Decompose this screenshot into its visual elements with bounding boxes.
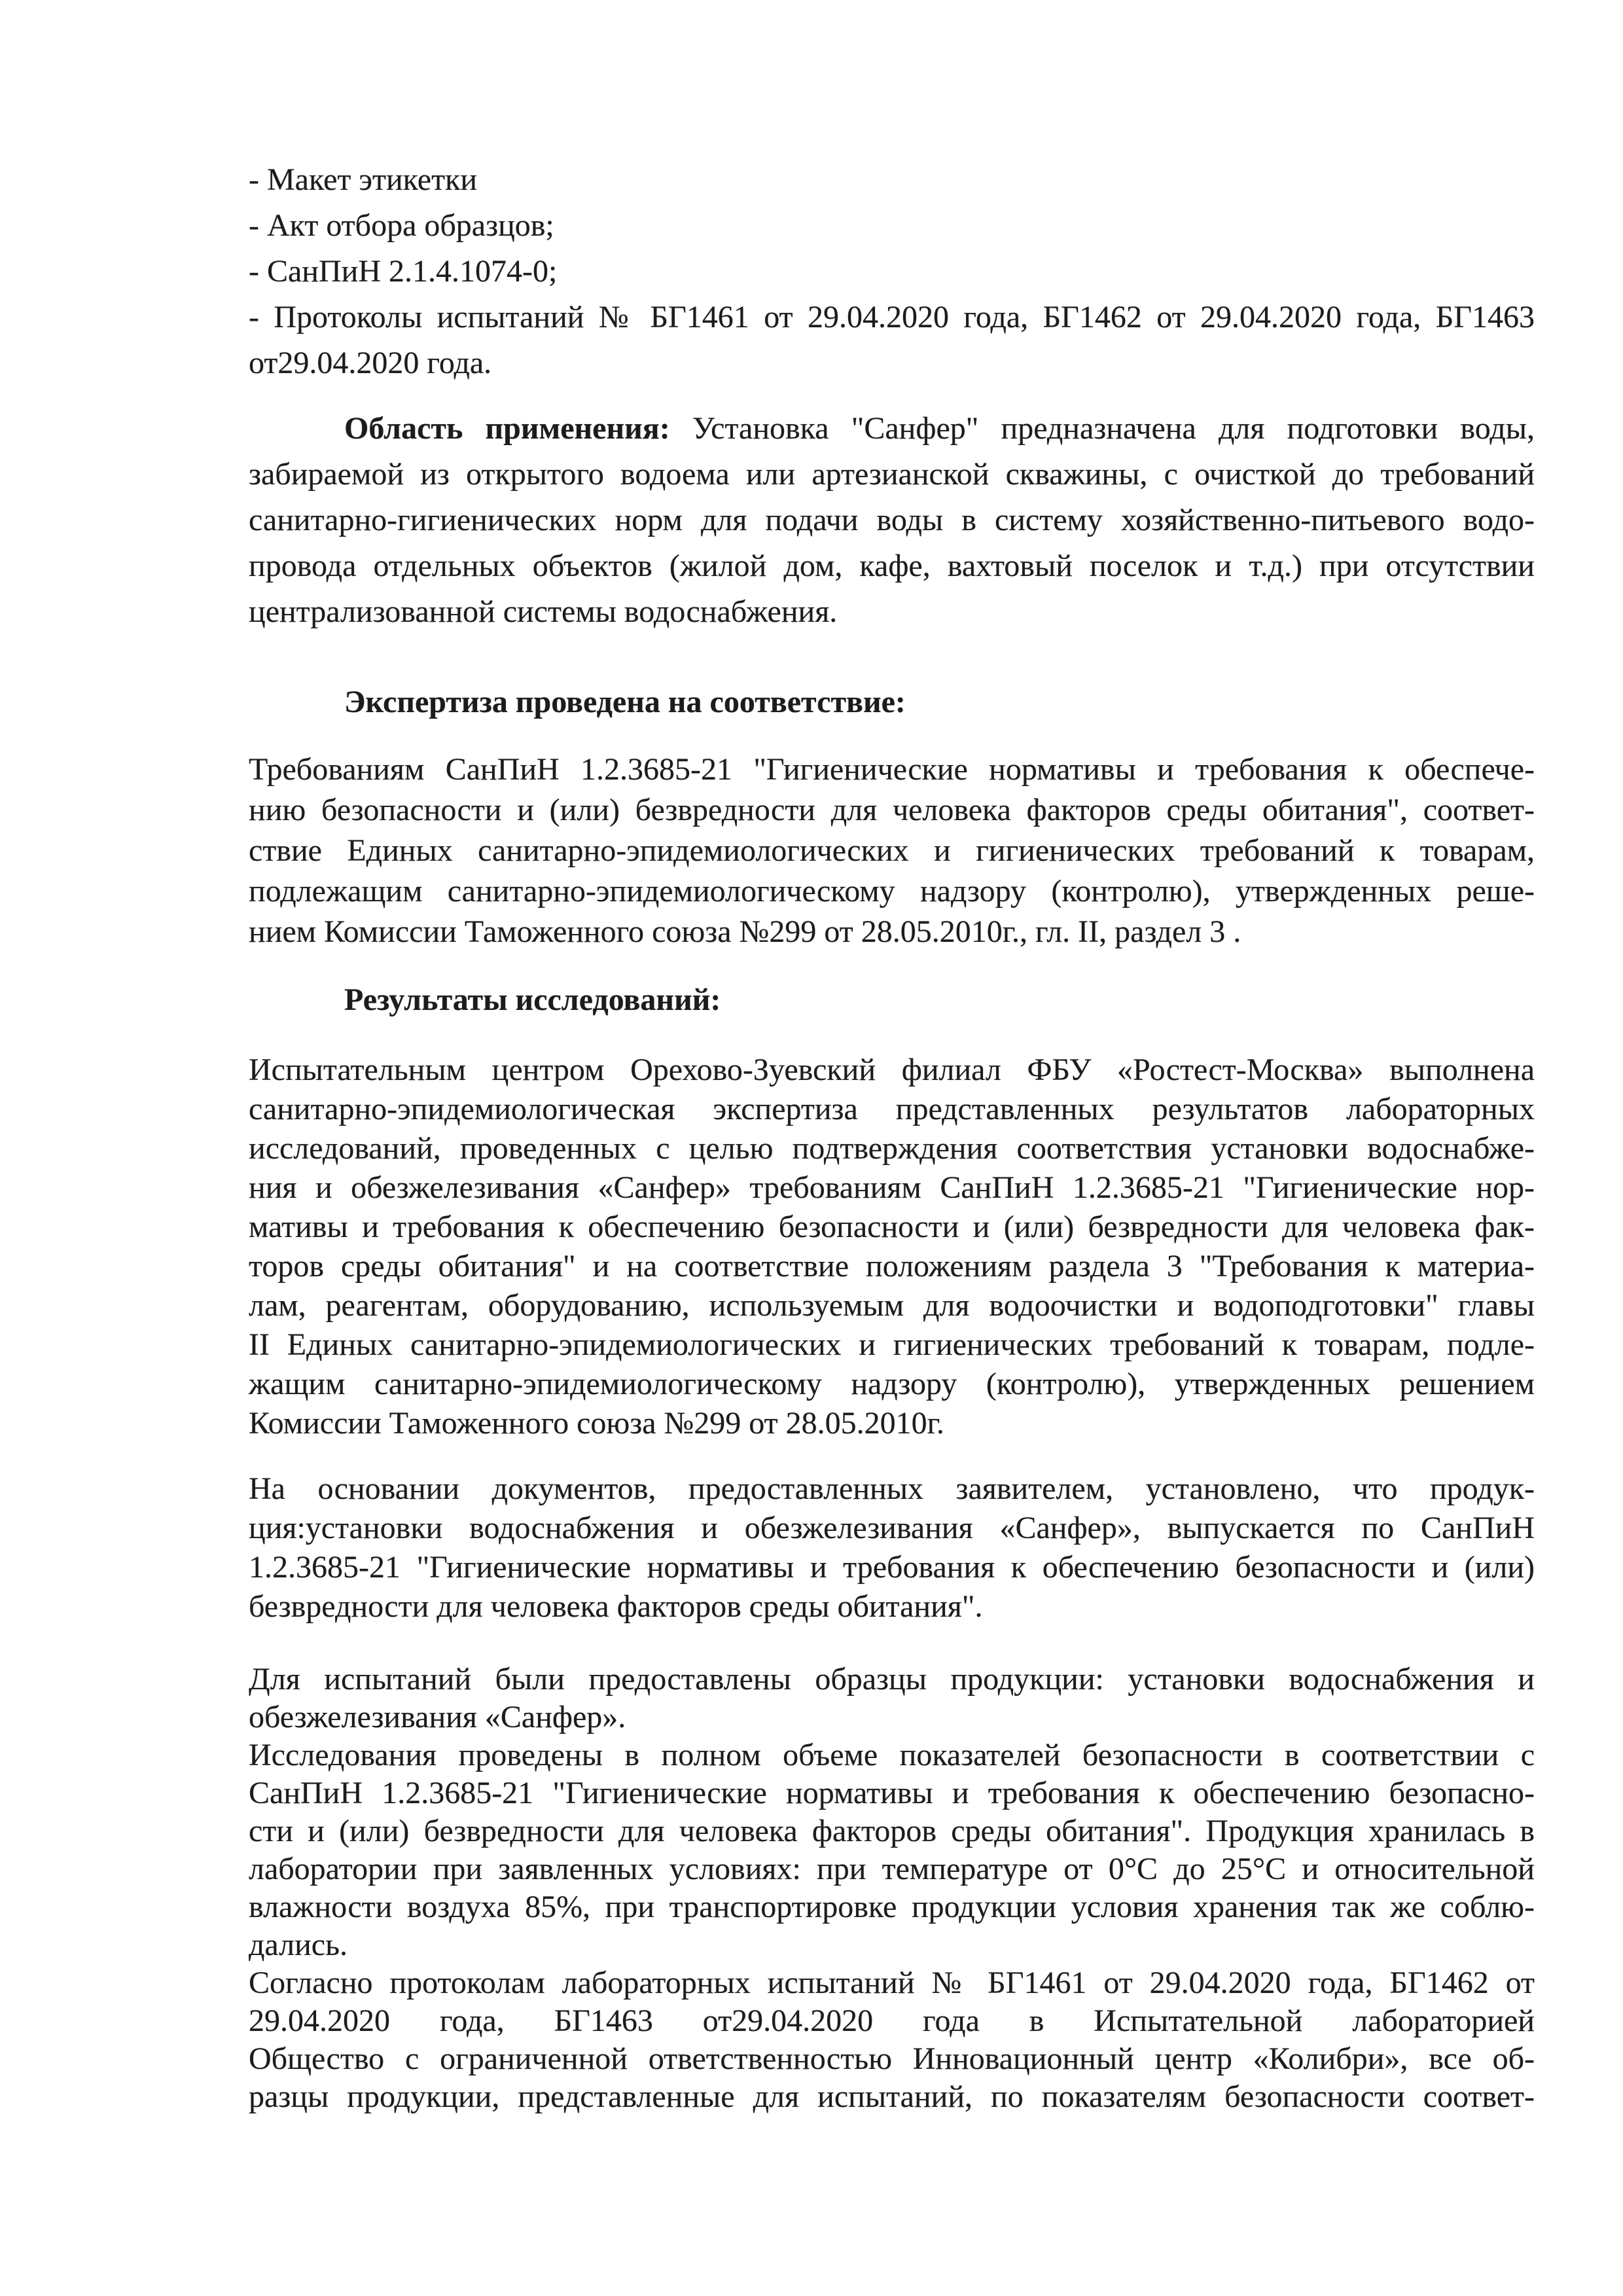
text-line: СанПиН 1.2.3685-21 "Гигиенические нормативы и требования к обеспечению безопасно- [249, 1776, 1535, 1810]
text-line: Согласно протоколам лабораторных испытаний № БГ1461 от 29.04.2020 года, БГ1462 от [249, 1965, 1535, 2000]
text-line: Испытательным центром Орехово-Зуевский филиал ФБУ «Ростест-Москва» выполнена [249, 1052, 1535, 1087]
paragraph-product-basis [249, 1469, 1535, 1626]
text-line: жащим санитарно-эпидемиологическому надзору (контролю), утвержденных решением [249, 1367, 1535, 1401]
text-line: санитарно-эпидемиологическая экспертиза представленных результатов лабораторных [249, 1092, 1535, 1126]
section-heading-expertise: Экспертиза проведена на соответствие: [344, 685, 906, 719]
text-line: санитарно-гигиенических норм для подачи воды в систему хозяйственно-питьевого водо- [249, 503, 1535, 537]
list-item-continuation: от29.04.2020 года. [249, 346, 492, 380]
text-line: Общество с ограниченной ответственностью Инновационный центр «Колибри», все об- [249, 2041, 1535, 2076]
text-line: 29.04.2020 года, БГ1463 от29.04.2020 года в Испытательной лабораторией [249, 2003, 1535, 2038]
text-line: ция:установки водоснабжения и обезжелезивания «Санфер», выпускается по СанПиН [249, 1511, 1535, 1545]
section-heading-results: Результаты исследований: [344, 982, 721, 1017]
text-line: забираемой из открытого водоема или артезианской скважины, с очисткой до требований [249, 457, 1535, 492]
list-item: - Акт отбора образцов; [249, 208, 554, 243]
text-line: На основании документов, предоставленных заявителем, установлено, что продук- [249, 1471, 1535, 1506]
paragraph-expertise-compliance [249, 749, 1535, 952]
text-line: Исследования проведены в полном объеме показателей безопасности в соответствии с [249, 1738, 1535, 1772]
text-line: дались. [249, 1928, 348, 1962]
text-line: разцы продукции, представленные для испытаний, по показателям безопасности соответ- [249, 2079, 1535, 2114]
paragraph-test-samples [249, 1660, 1535, 1736]
text-line: подлежащим санитарно-эпидемиологическому надзору (контролю), утвержденных реше- [249, 874, 1535, 908]
text-line: II Единых санитарно-эпидемиологических и гигиенических требований к товарам, подле- [249, 1327, 1535, 1362]
text-line: мативы и требования к обеспечению безопасности и (или) безвредности для человека фак- [249, 1210, 1535, 1244]
text-line: лам, реагентам, оборудованию, используемым для водоочистки и водоподготовки" главы [249, 1288, 1535, 1323]
text-line: ния и обезжелезивания «Санфер» требованиям СанПиН 1.2.3685-21 "Гигиенические нор- [249, 1170, 1535, 1205]
text-line: обезжелезивания «Санфер». [249, 1700, 626, 1734]
text-line: ствие Единых санитарно-эпидемиологических и гигиенических требований к товарам, [249, 833, 1535, 868]
attached-documents-list [249, 157, 1535, 386]
text-line: Комиссии Таможенного союза №299 от 28.05.2010г. [249, 1406, 944, 1441]
list-item: - СанПиН 2.1.4.1074-0; [249, 254, 558, 289]
text-line: торов среды обитания" и на соответствие положениям раздела 3 "Требования к материа- [249, 1249, 1535, 1283]
paragraph-lab-protocols [249, 1964, 1535, 2116]
text-line: сти и (или) безвредности для человека факторов среды обитания". Продукция хранилась в [249, 1814, 1535, 1848]
page-content [249, 0, 1535, 2116]
text-line: нием Комиссии Таможенного союза №299 от 28.05.2010г., гл. II, раздел 3 . [249, 914, 1241, 949]
text-line: централизованной системы водоснабжения. [249, 594, 838, 629]
text-line [249, 406, 1535, 452]
text-line: провода отдельных объектов (жилой дом, кафе, вахтовый поселок и т.д.) при отсутствии [249, 548, 1535, 583]
text-line: 1.2.3685-21 "Гигиенические нормативы и требования к обеспечению безопасности и (или) [249, 1550, 1535, 1585]
text-line: Требованиям СанПиН 1.2.3685-21 "Гигиенические нормативы и требования к обеспече- [249, 752, 1535, 787]
text-line: лаборатории при заявленных условиях: при температуре от 0°С до 25°С и относительной [249, 1852, 1535, 1886]
paragraph-research-conditions [249, 1736, 1535, 1964]
text-line: Для испытаний были предоставлены образцы продукции: установки водоснабжения и [249, 1662, 1535, 1696]
text-run: Установка "Санфер" предназначена для подготовки воды, [669, 411, 1535, 446]
paragraph-scope-of-application [249, 406, 1535, 635]
text-line: влажности воздуха 85%, при транспортировке продукции условия хранения так же соблю- [249, 1890, 1535, 1924]
scope-heading-label: Область применения: [344, 411, 670, 446]
text-line: нию безопасности и (или) безвредности для человека факторов среды обитания", соответ- [249, 793, 1535, 827]
list-item: - Протоколы испытаний № БГ1461 от 29.04.2020 года, БГ1462 от 29.04.2020 года, БГ1463 [249, 300, 1535, 334]
list-item: - Макет этикетки [249, 162, 478, 197]
text-line: безвредности для человека факторов среды обитания". [249, 1589, 983, 1624]
text-line: исследований, проведенных с целью подтверждения соответствия установки водоснабже- [249, 1131, 1535, 1166]
paragraph-research-results [249, 1050, 1535, 1443]
